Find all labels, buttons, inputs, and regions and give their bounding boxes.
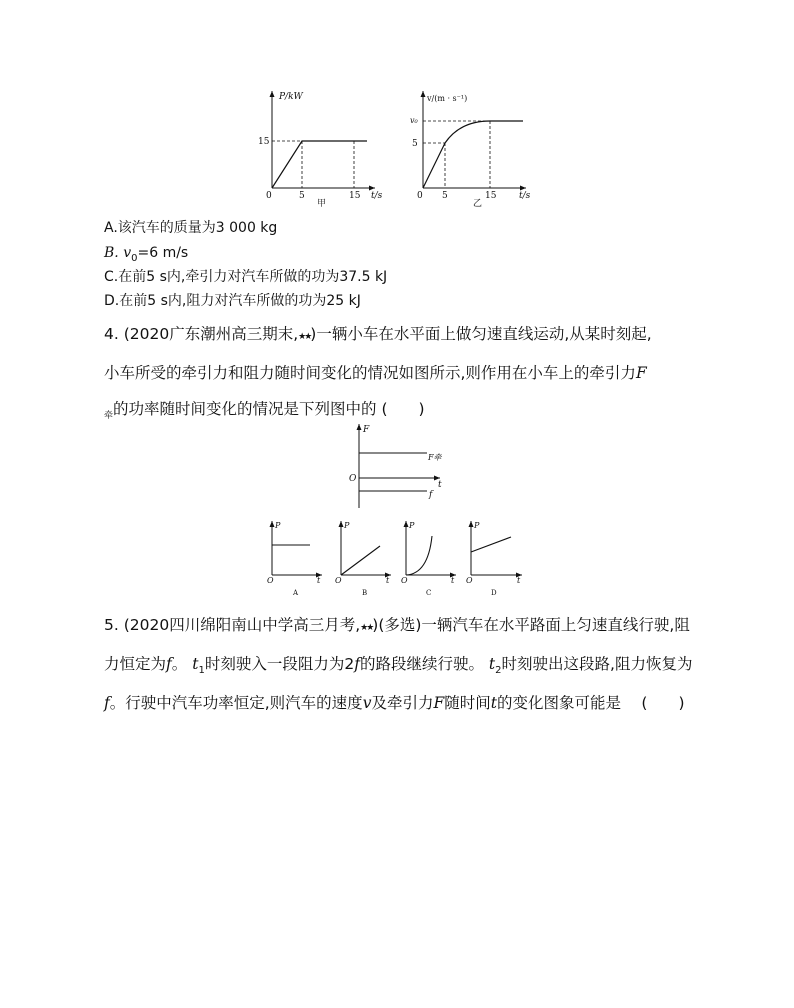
question-4 [104,316,694,430]
q4-line-2 [104,355,694,391]
q5-seg-8: 随时间 [444,694,491,712]
force-origin: O [349,474,357,484]
option-b [104,243,188,265]
yi-xtick-5: 5 [442,191,448,201]
q4-line-1 [104,316,694,355]
yi-xlabel: t/s [519,191,531,201]
q5-seg-5: 时刻驶出这段路,阻力恢复为 [501,655,693,673]
q5-t1: t [192,655,199,673]
yi-ytick-5: 5 [412,139,418,149]
yi-origin: 0 [417,191,423,201]
yi-ytick-v0: v₀ [410,116,418,125]
q5-f-2: f [354,655,360,673]
force-xlabel: t [438,480,442,490]
graph-a-letter: A [293,589,299,597]
graph-c-xlabel: t [451,576,455,585]
option-b-sub: 0 [131,253,138,264]
graph-c-origin: O [401,576,408,585]
jia-xtick-5: 5 [299,191,305,201]
graph-a [267,521,322,597]
option-d: D.在前5 s内,阻力对汽车所做的功为25 kJ [104,293,361,309]
jia-origin: 0 [266,191,272,201]
graph-b-ylabel: P [344,521,350,530]
q5-seg-6: 。行驶中汽车功率恒定,则汽车的速度 [109,694,363,712]
graph-c-letter: C [426,589,432,597]
q4-F: F [635,364,647,382]
figure-yi-velocity-time [400,85,535,210]
force-label-f-qian: F牵 [428,453,442,462]
option-b-value: =6 m/s [137,245,189,261]
q4-F-sub: 牵 [104,411,114,421]
q5-f-1: f [166,655,172,673]
q5-v: v [362,694,372,712]
figure-force-time [340,420,450,512]
graph-a-xlabel: t [317,576,321,585]
q5-seg-1: )(多选)一辆汽车在水平路面上匀速直线行驶,阻力恒定为 [104,616,690,673]
q5-F: F [433,694,445,712]
option-b-v: B. v [104,245,132,261]
option-c: C.在前5 s内,牵引力对汽车所做的功为37.5 kJ [104,269,388,285]
jia-caption: 甲 [317,199,327,209]
q5-difficulty-stars: ★★ [360,623,373,633]
q4-body-2: 小车所受的牵引力和阻力随时间变化的情况如图所示,则作用在小车上的牵引力 [104,364,636,382]
q5-t2-sub: 2 [495,665,502,676]
q5-seg-7: 及牵引力 [371,694,434,712]
option-a: A.该汽车的质量为3 000 kg [104,220,278,236]
graph-c [401,521,456,597]
q5-seg-4: 的路段继续行驶。 [359,655,484,673]
q5-f-3: f [104,694,110,712]
force-label-f: f [429,490,433,500]
graph-d-origin: O [466,576,473,585]
graph-b [335,521,391,597]
q5-seg-2: 。 [171,655,188,673]
q5-prefix: 5. (2020四川绵阳南山中学高三月考, [104,616,361,634]
graph-d-xlabel: t [517,576,521,585]
q4-prefix: 4. (2020广东潮州高三期末, [104,325,299,343]
yi-ylabel: v/(m · s⁻¹) [427,94,468,103]
graph-d-letter: D [491,589,497,597]
yi-caption: 乙 [473,199,483,209]
q5-t: t [490,694,497,712]
q5-t1-sub: 1 [198,665,205,676]
figure-power-options [262,516,532,598]
question-5 [104,607,694,721]
graph-b-xlabel: t [386,576,390,585]
graph-b-origin: O [335,576,342,585]
jia-ylabel: P/kW [279,92,303,102]
yi-xtick-15: 15 [485,191,497,201]
q5-seg-9: 的变化图象可能是 ( ) [496,694,685,712]
q5-seg-3: 时刻驶入一段阻力为2 [204,655,355,673]
q4-difficulty-stars: ★★ [298,332,311,342]
figure-jia-power-time [255,85,385,210]
graph-a-ylabel: P [275,521,281,530]
jia-xlabel: t/s [371,191,383,201]
jia-ytick-15: 15 [258,137,270,147]
graph-c-ylabel: P [409,521,415,530]
q4-body-1: )一辆小车在水平面上做匀速直线运动,从某时刻起, [310,325,652,343]
q5-t2: t [488,655,496,673]
graph-d-ylabel: P [474,521,480,530]
graph-d [466,521,522,597]
jia-xtick-15: 15 [349,191,361,201]
force-ylabel: F [363,425,370,435]
graph-a-origin: O [267,576,274,585]
graph-b-letter: B [362,589,368,597]
q4-body-3: 的功率随时间变化的情况是下列图中的 ( ) [113,400,425,418]
